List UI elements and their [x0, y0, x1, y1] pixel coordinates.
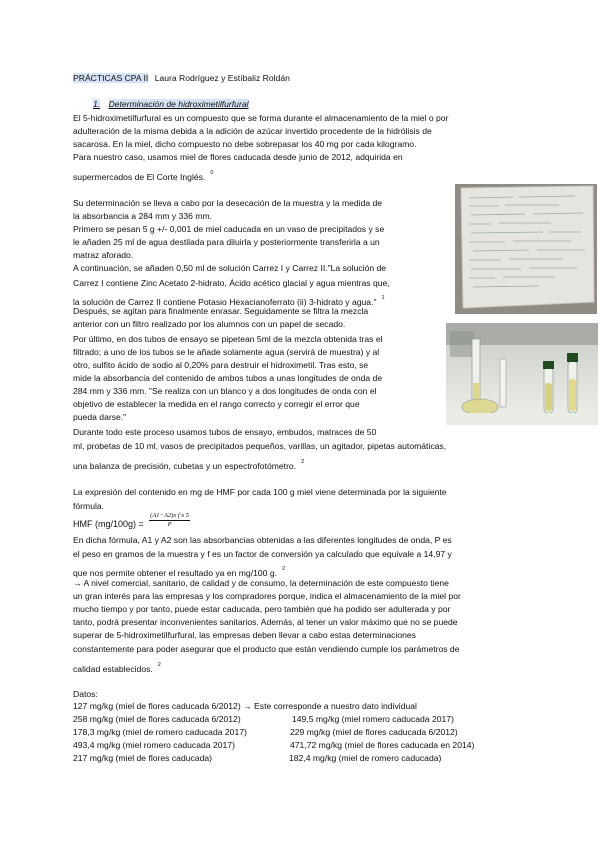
method-line: 284 mm y 336 mm. "Se realiza con un blanco y a dos longitudes de onda con el [73, 386, 377, 396]
intro-line: sacarosa. En la miel, dicho compuesto no debe sobrepasar los 40 mg por cada kilogramo. [73, 139, 417, 149]
formula-fraction [149, 512, 190, 529]
method-line: le añaden 25 ml de agua destilada para diluirla y posteriormente transferirla a un [73, 237, 380, 247]
page-header [73, 72, 290, 85]
footnote-ref: 2 [157, 662, 161, 668]
formula-explain-line: En dicha fórmula, A1 y A2 son las absorbancias obtenidas a las diferentes longitudes de onda, P es [73, 535, 452, 545]
commercial-line: → A nivel comercial, sanitario, de calidad y de consumo, la determinación de este compuesto tiene [73, 578, 449, 588]
formula-intro-line: La expresión del contenido en mg de HMF por cada 100 g miel viene determinada por la siguiente [73, 487, 447, 497]
commercial-text: calidad establecidos. [73, 664, 153, 674]
formula-denominator: P [167, 521, 172, 528]
intro-line: El 5-hidroximetilfurfural es un compuesto que se forma durante el almacenamiento de la miel o por [73, 113, 449, 123]
section-title: Determinación de hidroximetilfurfural [108, 99, 249, 109]
section-heading [93, 98, 249, 111]
method-line: Carrez I contiene Zinc Acetato 2-hidrato, Ácido acético glacial y agua mientras que, [73, 278, 390, 288]
notes-photo-drawing [455, 184, 597, 314]
method-line: matraz aforado. [73, 250, 134, 260]
method-line: mide la absorbancia del contenido de ambos tubos a unas longitudes de onda de [73, 373, 383, 383]
method-line: anterior con un filtro realizado por los alumnos con un papel de secado. [73, 319, 346, 329]
intro-text: supermercados de El Corte Inglés. [73, 172, 206, 182]
method-line: Su determinación se lleva a cabo por la desecación de la muestra y la medida de [73, 198, 383, 208]
authors: Laura Rodríguez y Estíbaliz Roldán [154, 73, 290, 83]
method-line [73, 456, 304, 473]
data-row-left: 178,3 mg/kg (miel de romero caducada 2017) [73, 727, 247, 737]
data-row-left: 217 mg/kg (miel de flores caducada) [73, 753, 213, 763]
method-line: otro, sulfito ácido de sodio al 0,20% para destruir el hidroximetil. Tras esto, se [73, 360, 369, 370]
formula-numerator: (A1−A2)x f x 5 [150, 512, 190, 519]
section-number: 1. [93, 99, 101, 109]
method-line: Durante todo este proceso usamos tubos de ensayo, embudos, matraces de 50 [73, 427, 377, 437]
method-line: filtrado; a uno de los tubos se le añade solamente agua (servirá de muestra) y al [73, 347, 380, 357]
lab-test-tubes-photo [446, 323, 598, 425]
footnote-ref: 2 [301, 459, 305, 465]
data-row-left: 258 mg/kg (miel de flores caducada 6/2012) [73, 714, 241, 724]
footnote-ref: 1 [381, 295, 385, 301]
course-title: PRÁCTICAS CPA II [73, 73, 149, 83]
lab-photo-drawing [446, 323, 598, 425]
commercial-line: superar de 5-hidroximetilfurfural, las empresas deben llevar a cabo estas determinaciones [73, 630, 416, 640]
handwritten-notes-photo [455, 184, 597, 314]
data-title: Datos: [73, 689, 98, 699]
method-line: pueda darse." [73, 412, 127, 422]
intro-line: Para nuestro caso, usamos miel de flores caducada desde junio de 2012, adquirida en [73, 152, 403, 162]
method-text: una balanza de precisión, cubetas y un espectrofotómetro. [73, 461, 297, 471]
commercial-line: tanto, podrá presentar inconvenientes sanitarios. Además, al tener un valor máximo que no se puede [73, 617, 458, 627]
data-row-right: 229 mg/kg (miel de flores caducada 6/2012) [290, 727, 458, 737]
method-line: la absorbancia a 284 mm y 336 mm. [73, 211, 212, 221]
formula-lhs: HMF (mg/100g) = [73, 518, 144, 529]
footnote-ref: 2 [282, 566, 286, 572]
method-line: Primero se pesan 5 g +/- 0,001 de miel caducada en un vaso de precipitados y se [73, 224, 385, 234]
method-line: ml, probetas de 10 ml, vasos de precipitados pequeños, varillas, un agitador, pipetas automáticas, [73, 441, 447, 451]
method-line: A continuación, se añaden 0,50 ml de solución Carrez I y Carrez II."La solución de [73, 263, 387, 273]
intro-line: adulteración de la misma debida a la adición de azúcar invertido procedente de la hidrólisis de [73, 126, 432, 136]
data-row-left: 493,4 mg/kg (miel romero caducada 2017) [73, 740, 235, 750]
commercial-line [73, 659, 161, 676]
method-text: la solución de Carrez II contiene Potasio Hexacianoferrato (ii) 3-hidrato y agua." [73, 297, 377, 307]
intro-line [73, 167, 213, 184]
commercial-line: un gran interés para las empresas y los compradores porque, indica el almacenamiento de la miel por [73, 591, 461, 601]
commercial-line: mucho tiempo y por tanto, puede estar caducada, pero también que ha podido ser adulterada y por [73, 604, 451, 614]
commercial-line: constantemente para poder asegurar que el producto que están vendiendo cumple los parámetros de [73, 644, 460, 654]
data-row-right: 182,4 mg/kg (miel de romero caducada) [289, 753, 442, 763]
footnote-ref: 0 [210, 170, 214, 176]
formula-explain-text: que nos permite obtener el resultado ya en mg/100 g. [73, 568, 277, 578]
data-row-right: 471,72 mg/kg (miel de flores caducada en 2014) [290, 740, 475, 750]
formula-explain-line: el peso en gramos de la muestra y f es un factor de conversión ya calculado que equivale a 14,97 y [73, 549, 452, 559]
data-row: 127 mg/kg (miel de flores caducada 6/2012) → Este corresponde a nuestro dato individual [73, 701, 417, 711]
data-row-right: 149,5 mg/kg (miel romero caducada 2017) [292, 714, 454, 724]
hmf-formula [73, 512, 190, 534]
method-line: Por último, en dos tubos de ensayo se pipetean 5ml de la mezcla obtenida tras el [73, 334, 383, 344]
method-line: Después, se agitan para finalmente enrasar. Seguidamente se filtra la mezcla [73, 306, 369, 316]
method-line: objetivo de establecer la medida en el rango correcto y corregir el error que [73, 399, 360, 409]
formula-intro-line: fórmula. [73, 501, 105, 511]
